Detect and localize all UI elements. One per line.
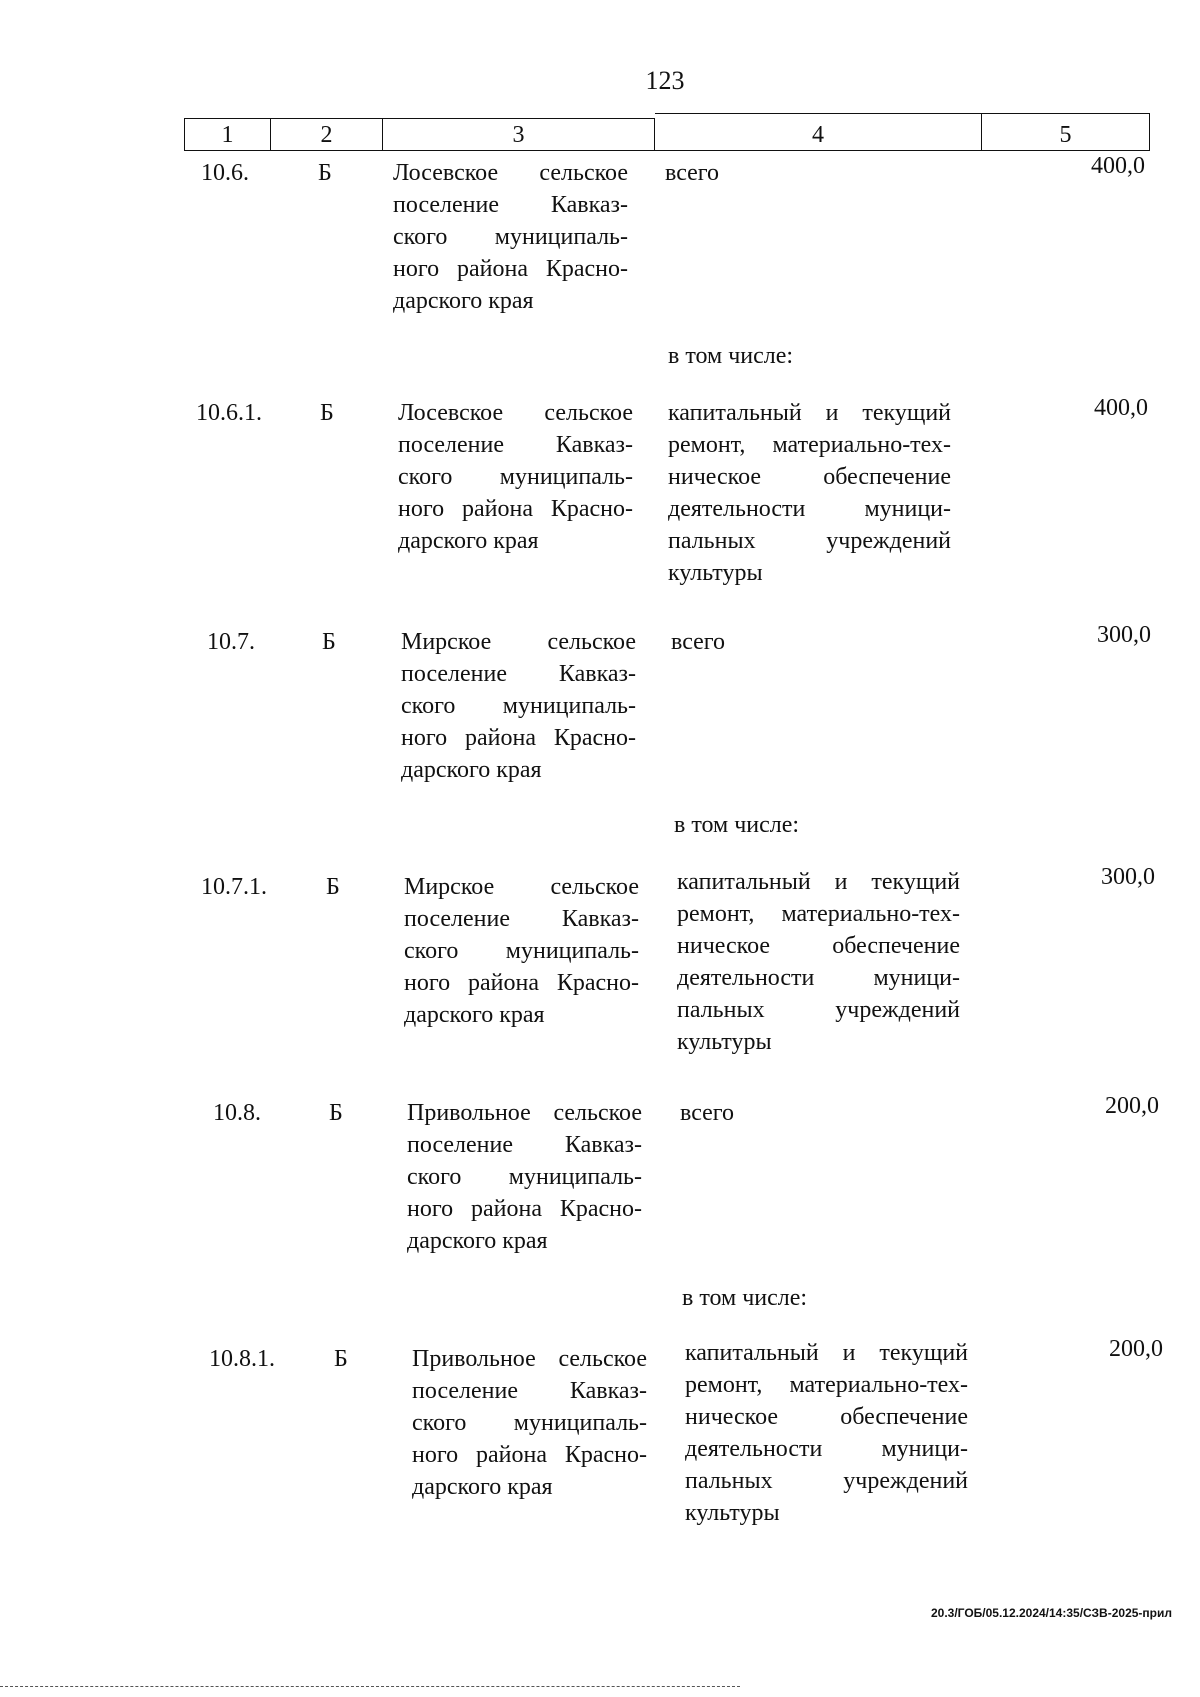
subtotal-label: в том числе: <box>682 1285 808 1311</box>
row-purpose: капитальный и текущий ремонт, материально-тех- ническое обеспечение деятельности муници- пальных учреждений культуры <box>668 400 951 586</box>
row-purpose: капитальный и текущий ремонт, материально-тех- ническое обеспечение деятельности муници- пальных учреждений культуры <box>677 869 960 1055</box>
row-number: 10.7. <box>207 629 255 655</box>
row-number: 10.8. <box>213 1100 261 1126</box>
row-purpose: всего <box>665 160 720 186</box>
row-amount: 400,0 <box>1094 395 1148 421</box>
row-amount: 300,0 <box>1097 622 1151 648</box>
row-type: Б <box>322 629 336 655</box>
row-amount: 200,0 <box>1109 1336 1163 1362</box>
row-recipient: Привольное сельское поселение Кавказ- ского муниципаль- ного района Красно- дарского края <box>412 1346 647 1500</box>
table-header-col-5: 5 <box>982 113 1150 151</box>
table-header-col-2: 2 <box>271 118 383 151</box>
subtotal-label: в том числе: <box>674 812 800 838</box>
row-amount: 400,0 <box>1091 153 1145 179</box>
row-type: Б <box>329 1100 343 1126</box>
row-recipient: Лосевское сельское поселение Кавказ- ского муниципаль- ного района Красно- дарского края <box>398 400 633 554</box>
row-number: 10.6. <box>201 160 249 186</box>
row-type: Б <box>334 1346 348 1372</box>
table-header-col-1: 1 <box>184 118 271 151</box>
row-purpose: всего <box>671 629 726 655</box>
page-edge-line <box>0 1686 740 1687</box>
row-purpose: капитальный и текущий ремонт, материально-тех- ническое обеспечение деятельности муници- пальных учреждений культуры <box>685 1340 968 1526</box>
row-recipient: Лосевское сельское поселение Кавказ- ского муниципаль- ного района Красно- дарского края <box>393 160 628 314</box>
row-number: 10.8.1. <box>209 1346 275 1372</box>
row-number: 10.6.1. <box>196 400 262 426</box>
table-header-col-4: 4 <box>655 113 982 151</box>
row-purpose: всего <box>680 1100 735 1126</box>
row-number: 10.7.1. <box>201 874 267 900</box>
table-header-col-3: 3 <box>383 118 655 151</box>
row-amount: 300,0 <box>1101 864 1155 890</box>
document-stamp: 20.3/ГОБ/05.12.2024/14:35/СЗВ-2025-прил <box>930 1606 1172 1620</box>
row-type: Б <box>318 160 332 186</box>
row-amount: 200,0 <box>1105 1093 1159 1119</box>
row-recipient: Мирское сельское поселение Кавказ- ского муниципаль- ного района Красно- дарского края <box>404 874 639 1028</box>
page-number: 123 <box>645 66 685 95</box>
row-recipient: Мирское сельское поселение Кавказ- ского муниципаль- ного района Красно- дарского края <box>401 629 636 783</box>
row-type: Б <box>320 400 334 426</box>
row-recipient: Привольное сельское поселение Кавказ- ского муниципаль- ного района Красно- дарского края <box>407 1100 642 1254</box>
row-type: Б <box>326 874 340 900</box>
subtotal-label: в том числе: <box>668 343 794 369</box>
